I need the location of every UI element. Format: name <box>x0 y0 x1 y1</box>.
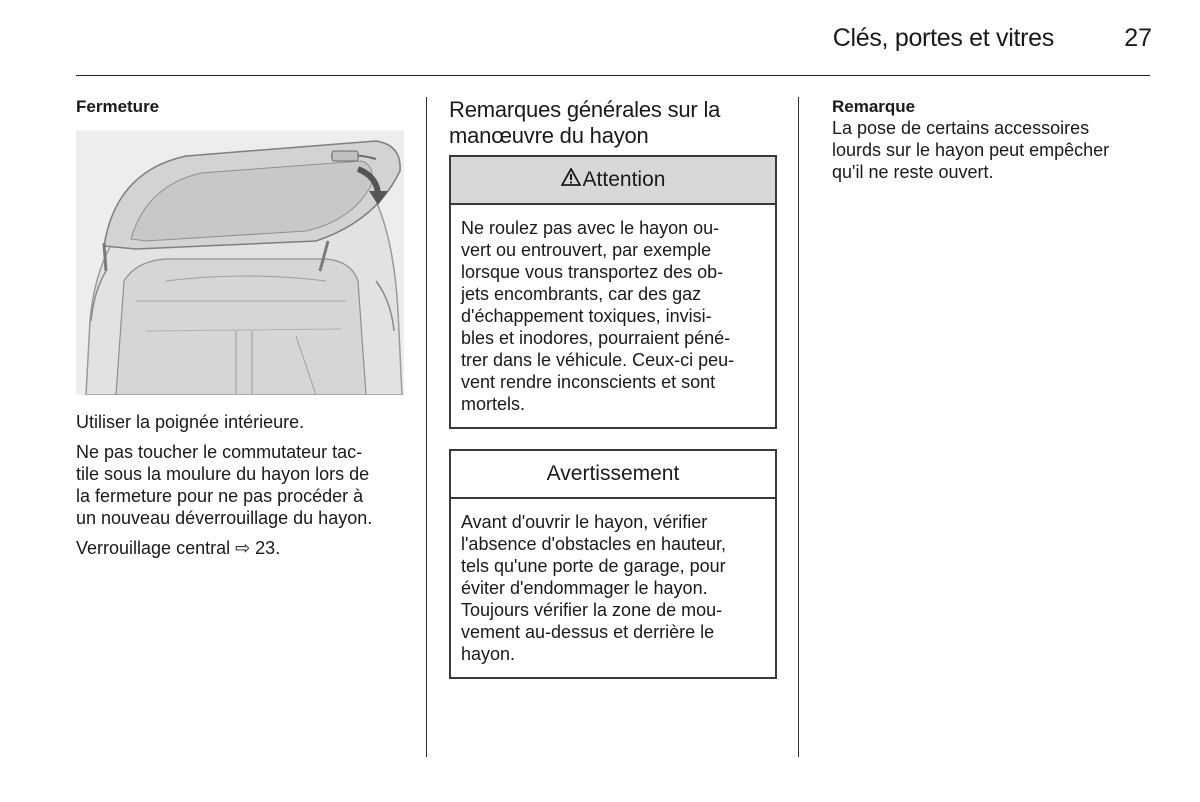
warning-line: l'absence d'obstacles en hauteur, <box>461 534 727 554</box>
attention-line: d'échappement toxiques, invisi- <box>461 306 712 326</box>
attention-line: jets encombrants, car des gaz <box>461 284 702 304</box>
warning-title: Avertissement <box>546 462 680 485</box>
attention-line: Ne roulez pas avec le hayon ou- <box>461 218 720 238</box>
column-1 <box>76 97 406 559</box>
warning-line: Avant d'ouvrir le hayon, vérifier <box>461 512 708 532</box>
remark-line: qu'il ne reste ouvert. <box>832 162 994 182</box>
column-divider-1 <box>426 97 427 757</box>
remark-line: La pose de certains accessoires <box>832 118 1090 138</box>
attention-body <box>451 205 775 427</box>
tailgate-illustration-svg <box>76 131 404 395</box>
section-heading <box>449 97 777 149</box>
running-header <box>0 24 1200 58</box>
section-title: Clés, portes et vitres <box>832 24 1054 52</box>
paragraph-handle: Utiliser la poignée intérieure. <box>76 412 305 432</box>
heading-line-2: manœuvre du hayon <box>449 123 649 148</box>
heading-line-1: Remarques générales sur la <box>449 97 721 122</box>
warning-line: tels qu'une porte de garage, pour <box>461 556 726 576</box>
warning-line: Toujours vérifier la zone de mou- <box>461 600 723 620</box>
p2-line-1: Ne pas toucher le commutateur tac- <box>76 442 363 462</box>
warning-triangle-icon <box>561 168 581 192</box>
attention-line: vert ou entrouvert, par exemple <box>461 240 712 260</box>
header-divider <box>76 75 1150 76</box>
warning-line: hayon. <box>461 644 516 664</box>
p2-line-3: la fermeture pour ne pas procéder à <box>76 486 364 506</box>
p2-line-2: tile sous la moulure du hayon lors de <box>76 464 370 484</box>
attention-box <box>449 155 777 429</box>
warning-line: éviter d'endommager le hayon. <box>461 578 708 598</box>
page-number: 27 <box>1124 24 1152 52</box>
warning-header <box>451 451 775 499</box>
attention-line: lorsque vous transportez des ob- <box>461 262 724 282</box>
warning-line: vement au-dessus et derrière le <box>461 622 715 642</box>
remark-paragraph <box>832 117 1152 183</box>
warning-box <box>449 449 777 679</box>
subheading-remarque: Remarque <box>832 97 916 116</box>
subheading-fermeture: Fermeture <box>76 97 160 116</box>
remark-line: lourds sur le hayon peut empêcher <box>832 140 1110 160</box>
attention-line: vent rendre inconscients et sont <box>461 372 716 392</box>
attention-line: trer dans le véhicule. Ceux-ci peu- <box>461 350 735 370</box>
attention-line: mortels. <box>461 394 526 414</box>
paragraph-touch-switch <box>76 441 406 529</box>
column-2 <box>449 97 777 679</box>
cross-reference-central-locking[interactable]: Verrouillage central ⇨ 23. <box>76 538 281 558</box>
attention-line: bles et inodores, pourraient péné- <box>461 328 731 348</box>
warning-body <box>451 499 775 677</box>
tailgate-closing-illustration <box>76 131 404 395</box>
attention-title: Attention <box>582 168 666 191</box>
column-divider-2 <box>798 97 799 757</box>
p2-line-4: un nouveau déverrouillage du hayon. <box>76 508 373 528</box>
column-3 <box>832 97 1152 183</box>
attention-header <box>451 157 775 205</box>
